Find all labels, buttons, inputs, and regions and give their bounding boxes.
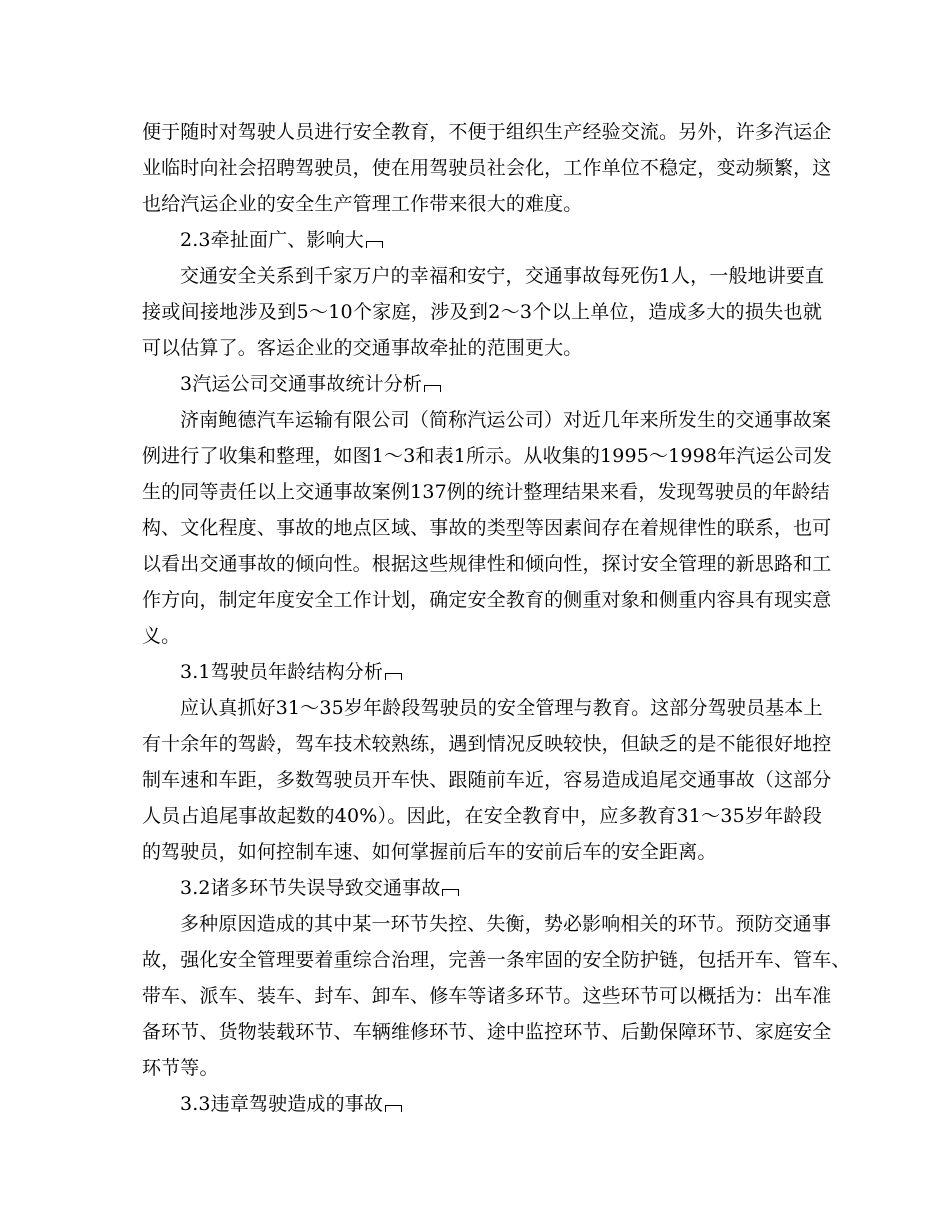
text-line: 环节等。 — [142, 1057, 219, 1079]
paragraph-3-2 — [142, 906, 851, 1086]
document-body — [142, 114, 851, 1122]
heading-text: 2.3牵扯面广、影响大 — [180, 229, 364, 251]
return-mark-icon — [442, 889, 459, 896]
section-heading-3 — [142, 366, 822, 402]
text-line: 的驾驶员，如何控制车速、如何掌握前后车的安前后车的安全距离。 — [142, 841, 717, 863]
text-line: 带车、派车、装车、封车、卸车、修车等诸多环节。这些环节可以概括为：出车准 — [142, 985, 832, 1007]
text-line: 应认真抓好31～35岁年龄段驾驶员的安全管理与教育。这部分驾驶员基本上 — [180, 697, 823, 719]
text-line: 故，强化安全管理要着重综合治理，完善一条牢固的安全防护链，包括开车、管车、 — [142, 949, 851, 971]
heading-text: 3汽运公司交通事故统计分析 — [180, 373, 423, 395]
paragraph-3 — [142, 402, 832, 654]
intro-paragraph — [142, 114, 832, 222]
return-mark-icon — [385, 1105, 402, 1112]
text-line: 作方向，制定年度安全工作计划，确定安全教育的侧重对象和侧重内容具有现实意 — [142, 589, 832, 611]
section-heading-3-3 — [142, 1086, 822, 1122]
return-mark-icon — [385, 673, 402, 680]
text-line: 也给汽运企业的安全生产管理工作带来很大的难度。 — [142, 193, 583, 215]
text-line: 备环节、货物装载环节、车辆维修环节、途中监控环节、后勤保障环节、家庭安全 — [142, 1021, 832, 1043]
text-line: 例进行了收集和整理，如图1～3和表1所示。从收集的1995～1998年汽运公司发 — [142, 445, 832, 467]
return-mark-icon — [424, 385, 441, 392]
text-line: 多种原因造成的其中某一环节失控、失衡，势必影响相关的环节。预防交通事 — [180, 913, 832, 935]
heading-text: 3.1驾驶员年龄结构分析 — [180, 661, 384, 683]
text-line: 有十余年的驾龄，驾车技术较熟练，遇到情况反映较快，但缺乏的是不能很好地控 — [142, 733, 832, 755]
text-line: 交通安全关系到千家万户的幸福和安宁，交通事故每死伤1人，一般地讲要直 — [180, 265, 825, 287]
text-line: 便于随时对驾驶人员进行安全教育，不便于组织生产经验交流。另外，许多汽运企 — [142, 121, 832, 143]
text-line: 以看出交通事故的倾向性。根据这些规律性和倾向性，探讨安全管理的新思路和工 — [142, 553, 832, 575]
paragraph-3-1 — [142, 690, 832, 870]
section-heading-3-2 — [142, 870, 822, 906]
return-mark-icon — [366, 241, 383, 248]
paragraph-2-3 — [142, 258, 825, 366]
text-line: 业临时向社会招聘驾驶员，使在用驾驶员社会化，工作单位不稳定，变动频繁，这 — [142, 157, 832, 179]
section-heading-2-3 — [142, 222, 822, 258]
text-line: 济南鲍德汽车运输有限公司（简称汽运公司）对近几年来所发生的交通事故案 — [180, 409, 832, 431]
heading-text: 3.3违章驾驶造成的事故 — [180, 1093, 384, 1115]
text-line: 可以估算了。客运企业的交通事故牵扯的范围更大。 — [142, 337, 583, 359]
text-line: 接或间接地涉及到5～10个家庭，涉及到2～3个以上单位，造成多大的损失也就 — [142, 301, 822, 323]
heading-text: 3.2诸多环节失误导致交通事故 — [180, 877, 441, 899]
text-line: 构、文化程度、事故的地点区域、事故的类型等因素间存在着规律性的联系，也可 — [142, 517, 832, 539]
text-line: 义。 — [142, 625, 181, 647]
text-line: 生的同等责任以上交通事故案例137例的统计整理结果来看，发现驾驶员的年龄结 — [142, 481, 830, 503]
text-line: 人员占追尾事故起数的40%）。因此，在安全教育中，应多教育31～35岁年龄段 — [142, 805, 822, 827]
text-line: 制车速和车距，多数驾驶员开车快、跟随前车近，容易造成追尾交通事故（这部分 — [142, 769, 832, 791]
section-heading-3-1 — [142, 654, 822, 690]
